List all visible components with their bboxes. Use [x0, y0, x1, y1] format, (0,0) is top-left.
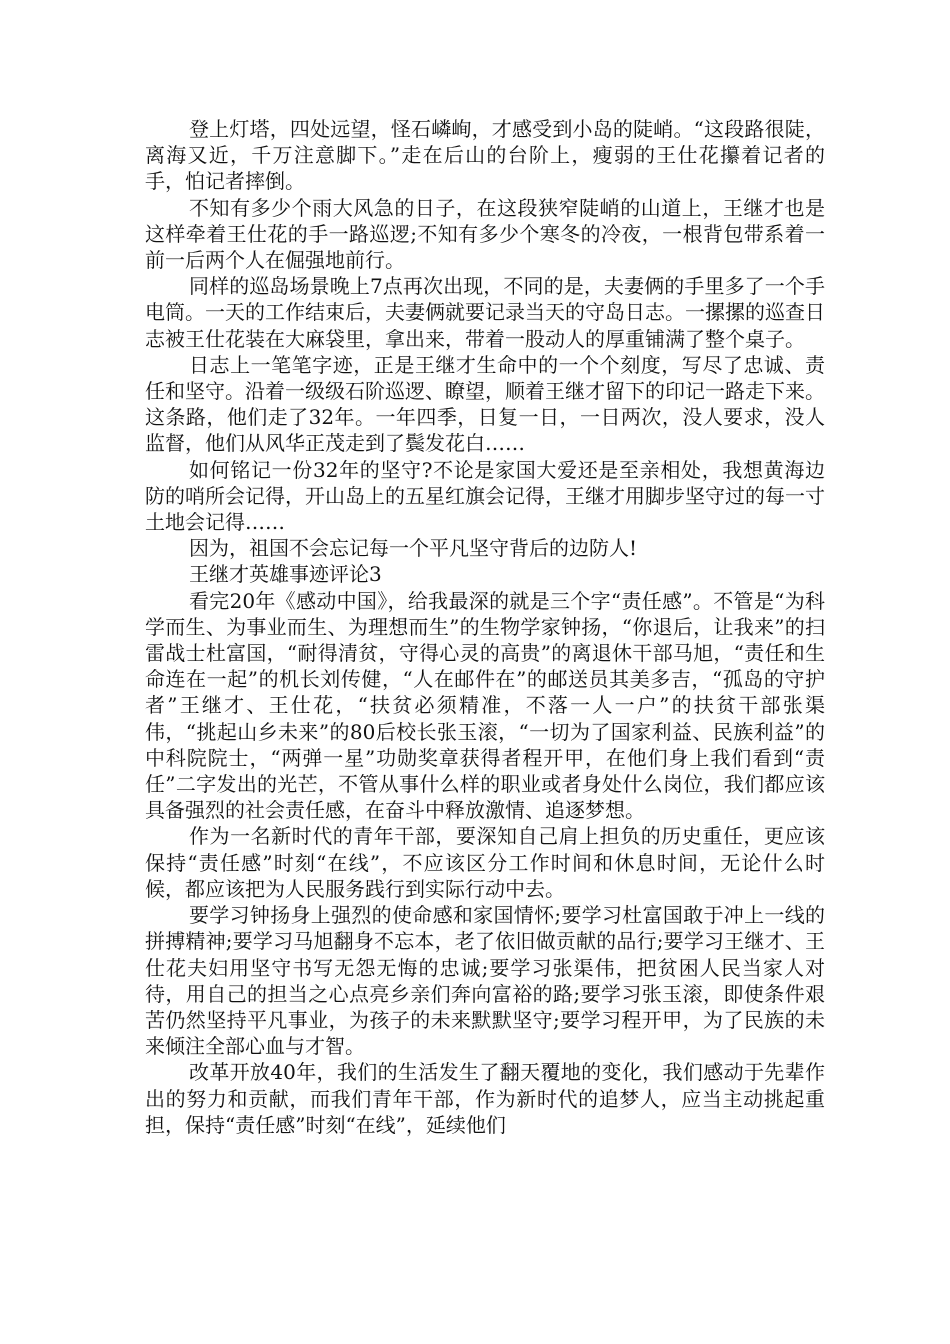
paragraph-young-cadre: 作为一名新时代的青年干部，要深知自己肩上担负的历史重任，更应该保持“责任感”时刻“在线”，不应该区分工作时间和休息时间，无论什么时候，都应该把为人民服务践行到实际行动中去。 [145, 824, 825, 901]
paragraph-motherland: 因为，祖国不会忘记每一个平凡坚守背后的边防人! [189, 536, 638, 561]
paragraph-remember: 如何铭记一份32年的坚守?不论是家国大爱还是至亲相处，我想黄海边防的哨所会记得，开山岛上的五星红旗会记得，王继才用脚步坚守过的每一寸土地会记得…… [145, 457, 825, 535]
section-heading: 王继才英雄事迹评论3 [189, 562, 382, 587]
paragraph-patrol-log: 同样的巡岛场景晚上7点再次出现，不同的是，夫妻俩的手里多了一个手电筒。一天的工作结束后，夫妻俩就要记录当天的守岛日志。一摞摞的巡查日志被王仕花装在大麻袋里，拿出来，带着一股动人的厚重铺满了整个桌子。 [145, 274, 825, 351]
paragraph-reform: 改革开放40年，我们的生活发生了翻天覆地的变化，我们感动于先辈作出的努力和贡献，而我们青年干部，作为新时代的追梦人，应当主动挑起重担，保持“责任感”时刻“在线”，延续他们 [145, 1060, 825, 1137]
document-page [145, 116, 825, 1138]
paragraph-log-handwriting: 日志上一笔笔字迹，正是王继才生命中的一个个刻度，写尽了忠诚、责任和坚守。沿着一级级石阶巡逻、瞭望，顺着王继才留下的印记一路走下来。这条路，他们走了32年。一年四季，日复一日，一日两次，没人要求，没人监督，他们从风华正茂走到了鬓发花白…… [145, 352, 825, 456]
paragraph-lighthouse: 登上灯塔，四处远望，怪石嶙峋，才感受到小岛的陡峭。“这段路很陡，离海又近，千万注意脚下。”走在后山的台阶上，瘦弱的王仕花攥着记者的手，怕记者摔倒。 [145, 117, 825, 194]
paragraph-responsibility: 看完20年《感动中国》，给我最深的就是三个字“责任感”。不管是“为科学而生、为事业而生、为理想而生”的生物学家钟扬，“你退后，让我来”的扫雷战士杜富国，“耐得清贫，守得心灵的高贵”的离退休干部马旭，“责任和生命连在一起”的机长刘传健，“人在邮件在”的邮送员其美多吉，“孤岛的守护者”王继才、王仕花，“扶贫必须精准，不落一人一户”的扶贫干部张渠伟，“挑起山乡未来”的80后校长张玉滚，“一切为了国家利益、民族利益”的中科院院士，“两弹一星”功勋奖章获得者程开甲，在他们身上我们看到“责任”二字发出的光芒，不管从事什么样的职业或者身处什么岗位，我们都应该具备强烈的社会责任感，在奋斗中释放激情、追逐梦想。 [145, 588, 825, 823]
paragraph-learn-from: 要学习钟扬身上强烈的使命感和家国情怀;要学习杜富国敢于冲上一线的拼搏精神;要学习马旭翻身不忘本，老了依旧做贡献的品行;要学习王继才、王仕花夫妇用坚守书写无怨无悔的忠诚;要学习张渠伟，把贫困人民当家人对待，用自己的担当之心点亮乡亲们奔向富裕的路;要学习张玉滚，即使条件艰苦仍然坚持平凡事业，为孩子的未来默默坚守;要学习程开甲，为了民族的未来倾注全部心血与才智。 [145, 903, 825, 1059]
paragraph-storm-days: 不知有多少个雨大风急的日子，在这段狭窄陡峭的山道上，王继才也是这样牵着王仕花的手一路巡逻;不知有多少个寒冬的冷夜，一根背包带系着一前一后两个人在倔强地前行。 [145, 195, 825, 273]
